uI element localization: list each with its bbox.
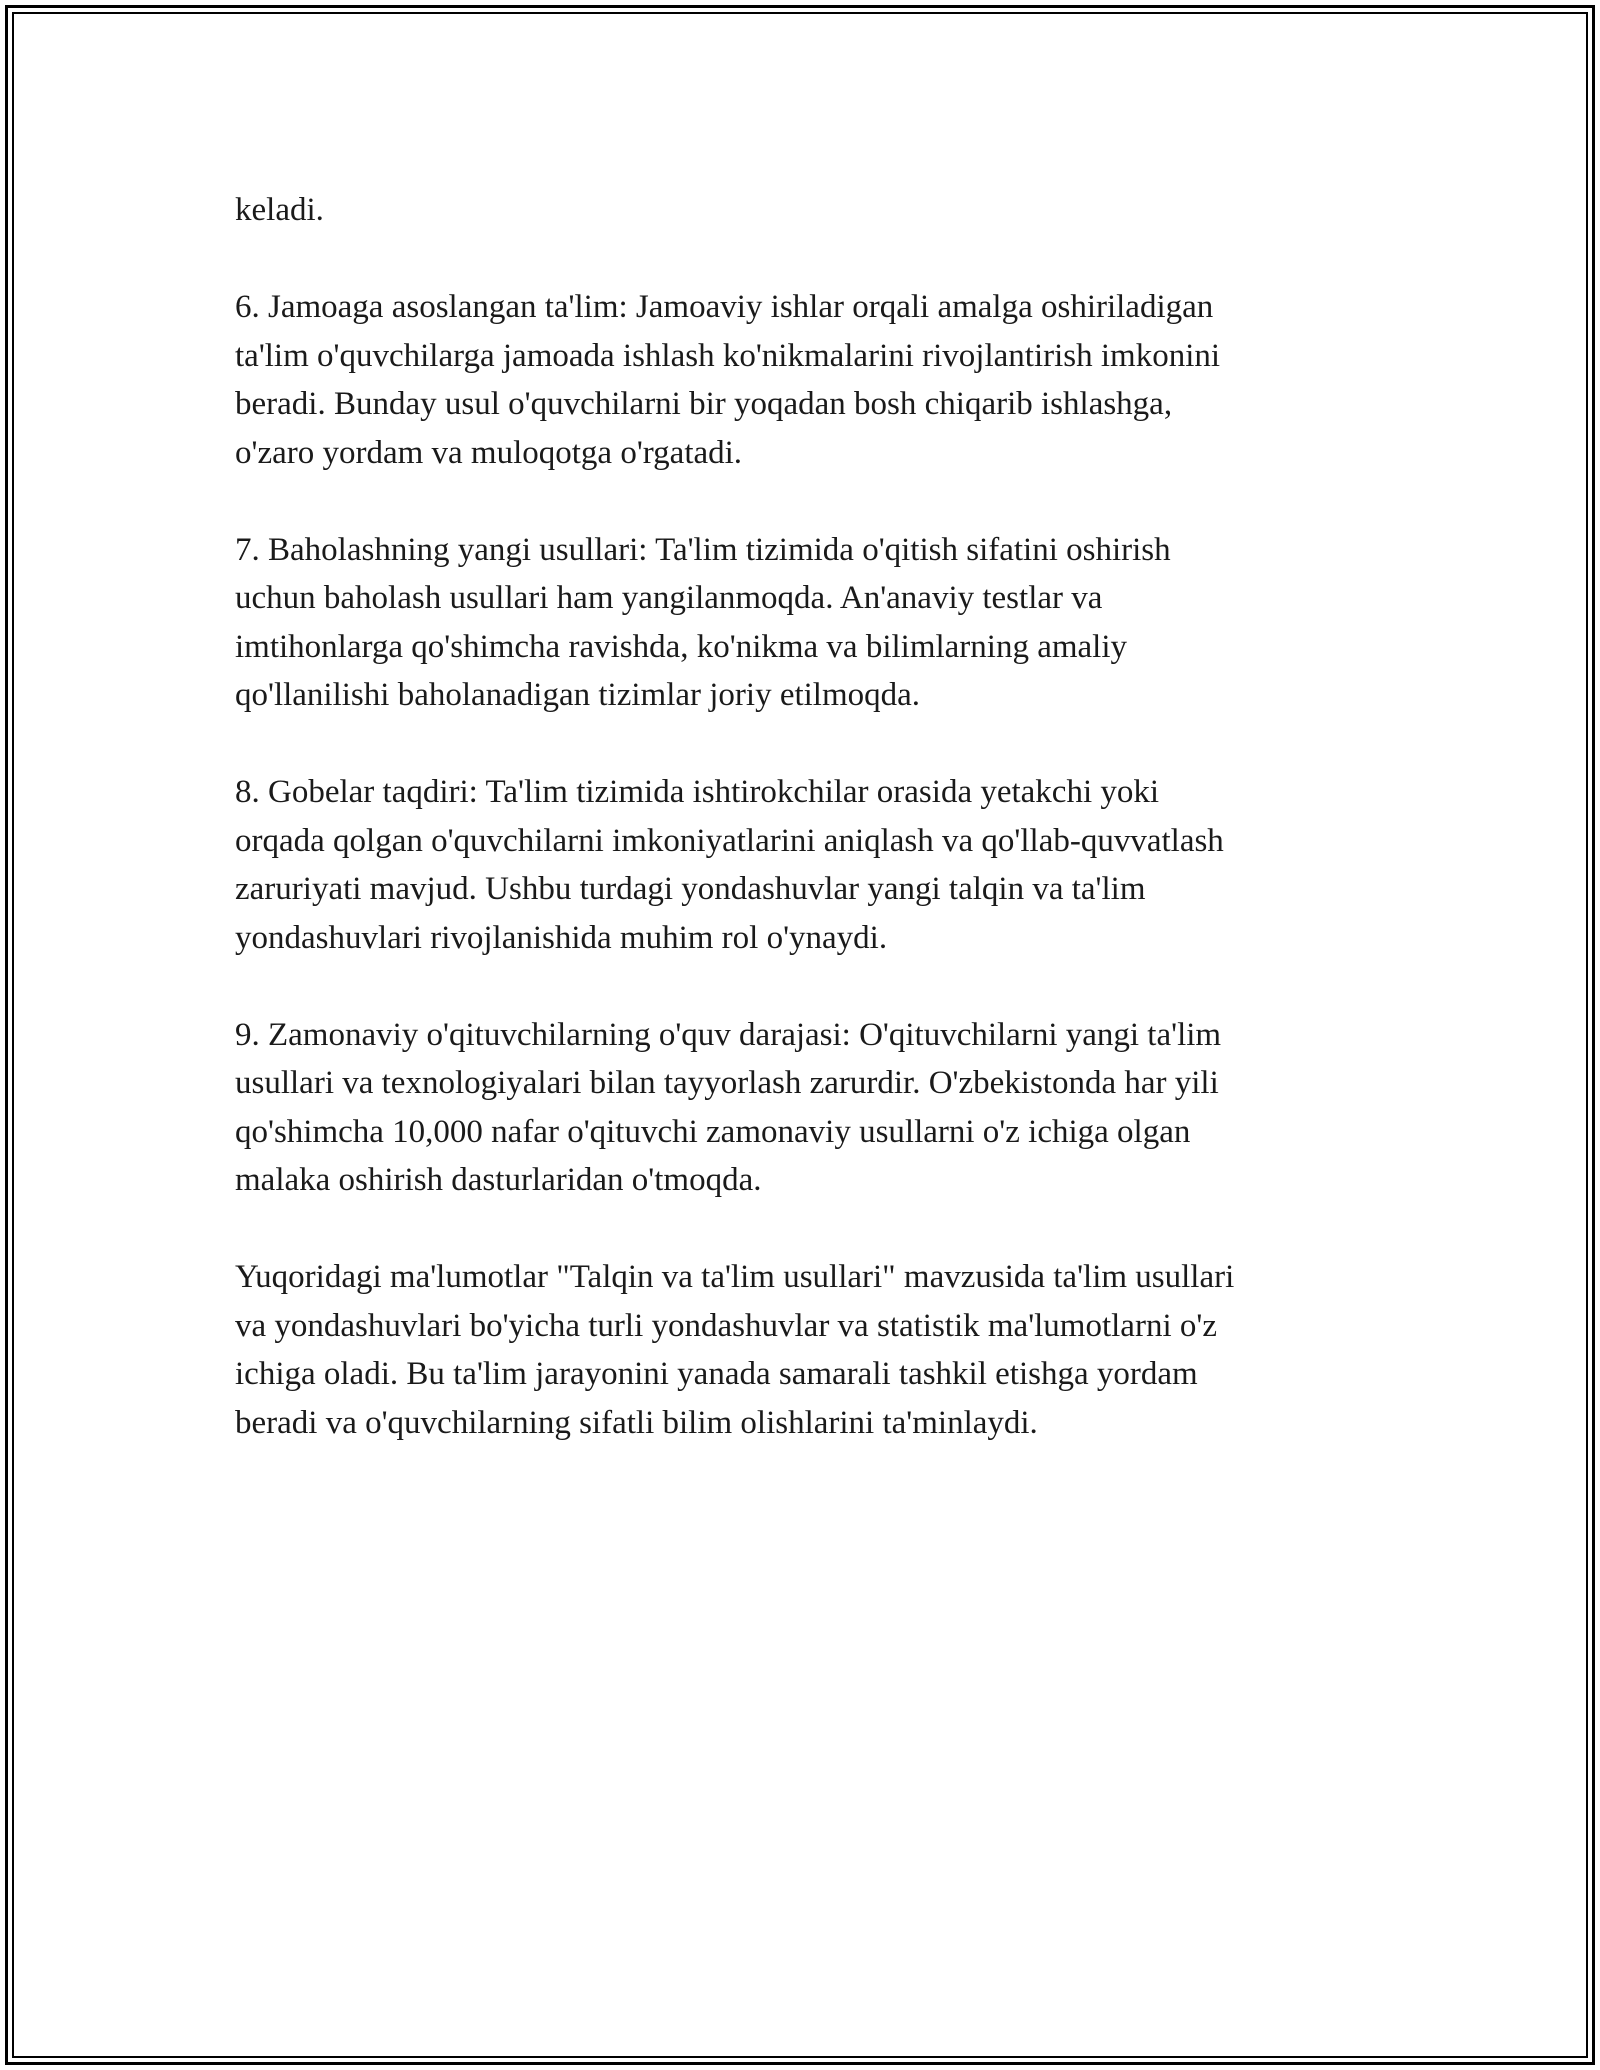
text-line: usullari va texnologiyalari bilan tayyorlash zarurdir. O'zbekistonda har yili (235, 1065, 1219, 1101)
text-line: 9. Zamonaviy o'qituvchilarning o'quv darajasi: O'qituvchilarni yangi ta'lim (235, 1016, 1222, 1053)
text-line: zaruriyati mavjud. Ushbu turdagi yondashuvlar yangi talqin va ta'lim (235, 871, 1146, 907)
text-line: uchun baholash usullari ham yangilanmoqda. An'anaviy testlar va (235, 580, 1103, 616)
text-line: ichiga oladi. Bu ta'lim jarayonini yanada samarali tashkil etishga yordam (235, 1356, 1198, 1392)
text-line: beradi. Bunday usul o'quvchilarni bir yoqadan bosh chiqarib ishlashga, (235, 386, 1173, 422)
paragraph-item-8 (235, 768, 1365, 962)
text-line: 7. Baholashning yangi usullari: Ta'lim tizimida o'qitish sifatini oshirish (235, 531, 1171, 568)
document-body (235, 186, 1365, 1496)
paragraph-item-6 (235, 283, 1365, 477)
text-line: 8. Gobelar taqdiri: Ta'lim tizimida ishtirokchilar orasida yetakchi yoki (235, 774, 1160, 810)
text-line: va yondashuvlari bo'yicha turli yondashuvlar va statistik ma'lumotlarni o'z (235, 1307, 1217, 1344)
text-line: imtihonlarga qo'shimcha ravishda, ko'nikma va bilimlarning amaliy (235, 628, 1128, 665)
text-line: ta'lim o'quvchilarga jamoada ishlash ko'nikmalarini rivojlantirish imkonini (235, 337, 1221, 374)
text-line: yondashuvlari rivojlanishida muhim rol o'ynaydi. (235, 919, 888, 956)
text-line: keladi. (235, 192, 324, 228)
text-line: orqada qolgan o'quvchilarni imkoniyatlarini aniqlash va qo'llab-quvvatlash (235, 822, 1224, 859)
text-line: qo'llanilishi baholanadigan tizimlar joriy etilmoqda. (235, 677, 921, 713)
text-line: beradi va o'quvchilarning sifatli bilim olishlarini ta'minlaydi. (235, 1404, 1038, 1441)
paragraph-item-9 (235, 1011, 1365, 1205)
text-line: Yuqoridagi ma'lumotlar "Talqin va ta'lim usullari" mavzusida ta'lim usullari (235, 1259, 1235, 1295)
paragraph-conclusion (235, 1253, 1365, 1447)
text-line: qo'shimcha 10,000 nafar o'qituvchi zamonaviy usullarni o'z ichiga olgan (235, 1113, 1191, 1150)
paragraph-continuation (235, 186, 1365, 235)
text-line: 6. Jamoaga asoslangan ta'lim: Jamoaviy ishlar orqali amalga oshiriladigan (235, 289, 1214, 325)
text-line: o'zaro yordam va muloqotga o'rgatadi. (235, 434, 743, 471)
paragraph-item-7 (235, 526, 1365, 720)
text-line: malaka oshirish dasturlaridan o'tmoqda. (235, 1162, 762, 1198)
